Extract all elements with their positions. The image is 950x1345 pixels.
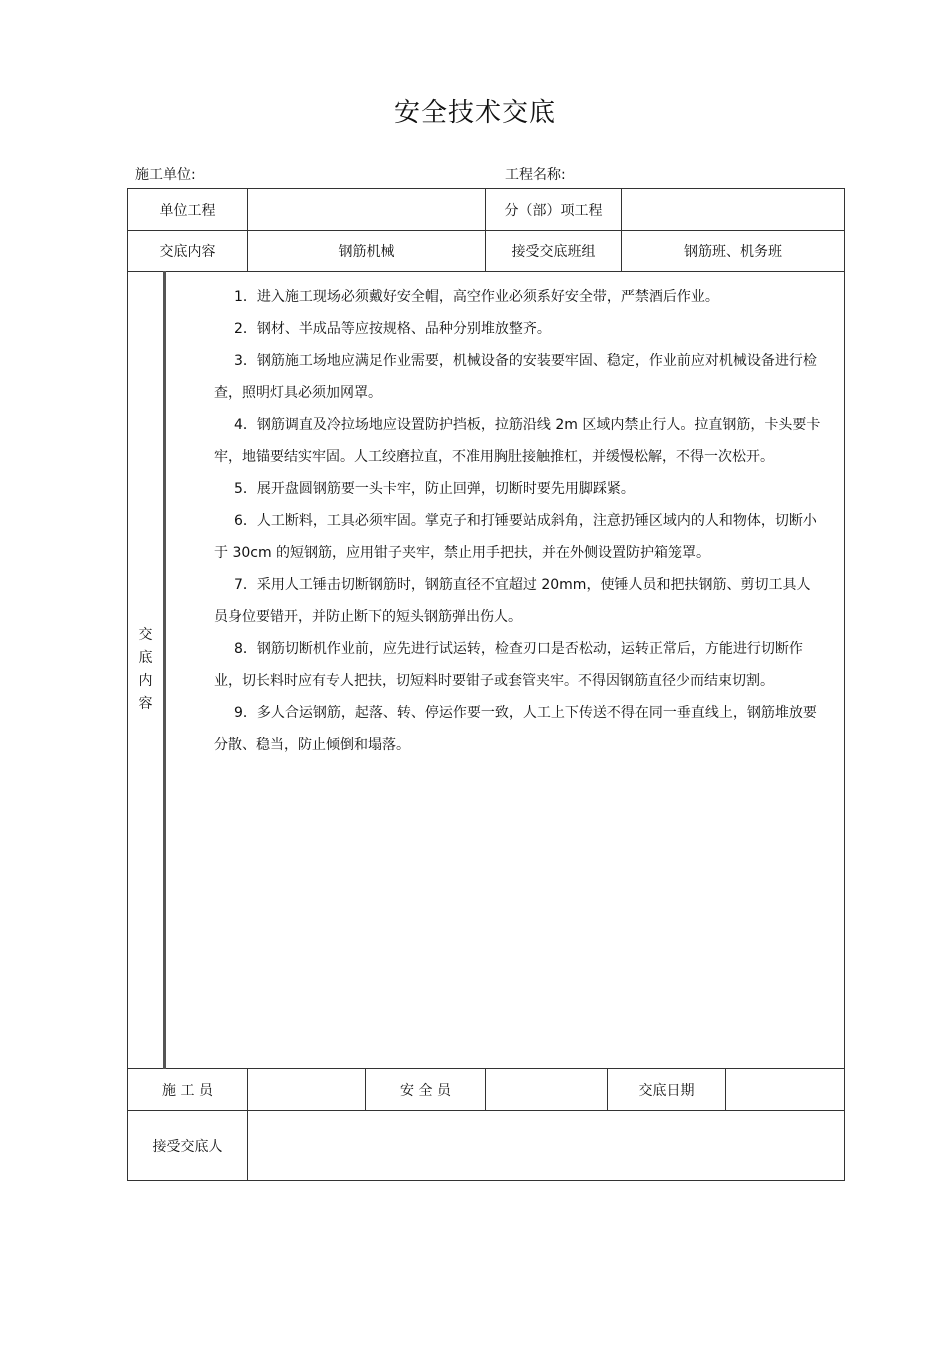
list-item: 3．钢筋施工场地应满足作业需要，机械设备的安装要牢固、稳定，作业前应对机械设备进行检查，照明灯具必须加网罩。 bbox=[214, 353, 817, 401]
disclosure-content-value: 钢筋机械 bbox=[248, 231, 486, 272]
list-item: 2．钢材、半成品等应按规格、品种分别堆放整齐。 bbox=[234, 321, 551, 337]
signature-row bbox=[128, 1069, 845, 1111]
list-item: 6．人工断料，工具必须牢固。掌克子和打锤要站成斜角，注意扔锤区域内的人和物体，切断小于 30cm 的短钢筋，应用钳子夹牢，禁止用手把扶，并在外侧设置防护箱笼罩。 bbox=[214, 513, 817, 561]
disclosure-table bbox=[127, 188, 845, 1181]
receiver-value bbox=[248, 1111, 845, 1181]
list-item: 5．展开盘圆钢筋要一头卡牢，防止回弹，切断时要先用脚踩紧。 bbox=[234, 481, 635, 497]
constructor-value bbox=[248, 1069, 366, 1111]
page-title: 安全技术交底 bbox=[393, 98, 556, 128]
side-char: 容 bbox=[138, 696, 153, 712]
list-item: 4．钢筋调直及冷拉场地应设置防护挡板，拉筋沿线 2m 区域内禁止行人。拉直钢筋，卡头要卡牢，地锚要结实牢固。人工绞磨拉直，不准用胸肚接触推杠，并缓慢松解，不得一次松开。 bbox=[214, 417, 821, 465]
construction-unit-label: 施工单位: bbox=[135, 167, 196, 183]
disclosure-date-value bbox=[726, 1069, 845, 1111]
receiver-row bbox=[128, 1111, 845, 1181]
side-char: 交 bbox=[138, 627, 153, 643]
sub-project-value bbox=[622, 189, 845, 231]
table-row bbox=[128, 189, 845, 231]
list-item: 7．采用人工锤击切断钢筋时，钢筋直径不宜超过 20mm，使锤人员和把扶钢筋、剪切工具人员身位要错开，并防止断下的短头钢筋弹出伤人。 bbox=[214, 577, 811, 625]
content-row bbox=[128, 272, 845, 1069]
safety-officer-label: 安 全 员 bbox=[366, 1069, 486, 1111]
receiving-team-label: 接受交底班组 bbox=[486, 231, 622, 272]
list-item: 8．钢筋切断机作业前，应先进行试运转，检查刃口是否松动，运转正常后，方能进行切断作业，切长料时应有专人把扶，切短料时要钳子或套管夹牢。不得因钢筋直径少而结束切割。 bbox=[214, 641, 803, 689]
receiving-team-value: 钢筋班、机务班 bbox=[622, 231, 845, 272]
unit-project-label: 单位工程 bbox=[128, 189, 248, 231]
side-char: 底 bbox=[138, 650, 153, 666]
content-side-label bbox=[128, 272, 165, 1069]
content-body bbox=[165, 272, 845, 1069]
disclosure-content-label: 交底内容 bbox=[128, 231, 248, 272]
side-char: 内 bbox=[138, 673, 153, 689]
list-item: 9．多人合运钢筋，起落、转、停运作要一致，人工上下传送不得在同一垂直线上，钢筋堆放要分散、稳当，防止倾倒和塌落。 bbox=[214, 705, 817, 753]
disclosure-date-label: 交底日期 bbox=[608, 1069, 726, 1111]
table-row bbox=[128, 231, 845, 272]
project-name-label: 工程名称: bbox=[505, 167, 566, 183]
list-item: 1．进入施工现场必须戴好安全帽，高空作业必须系好安全带，严禁酒后作业。 bbox=[234, 289, 719, 305]
safety-officer-value bbox=[486, 1069, 608, 1111]
receiver-label: 接受交底人 bbox=[128, 1111, 248, 1181]
unit-project-value bbox=[248, 189, 486, 231]
constructor-label: 施 工 员 bbox=[128, 1069, 248, 1111]
sub-project-label: 分（部）项工程 bbox=[486, 189, 622, 231]
